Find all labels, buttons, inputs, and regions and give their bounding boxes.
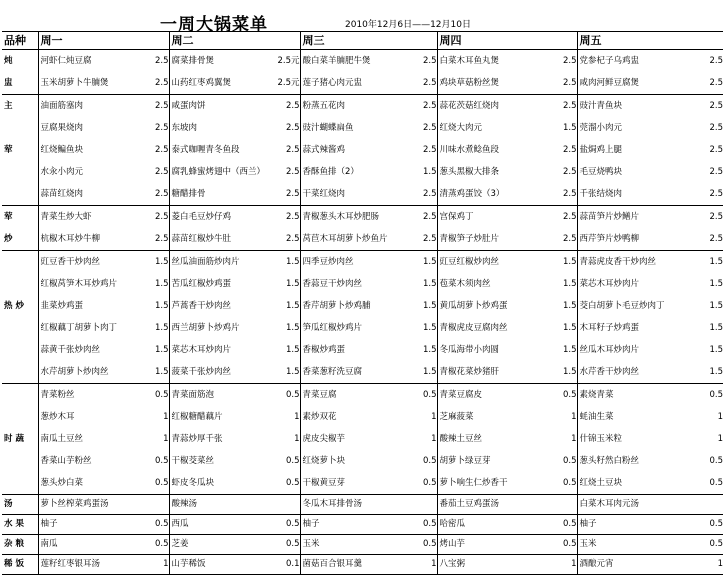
category-label (2, 406, 38, 428)
dish-price: 0.5 (411, 515, 437, 535)
dish-name: 芦蒿香干炒肉丝 (169, 295, 273, 317)
dish-price: 2.5 (696, 206, 723, 229)
dish-price: 1.5 (422, 300, 437, 311)
dish-name: 南瓜土豆丝 (38, 428, 142, 450)
dish-name: 苦瓜红椒炒鸡蛋 (169, 273, 273, 295)
category-label (2, 251, 38, 274)
dish-price: 2.5 (422, 188, 437, 199)
dish-name: 毛豆烧鸭块 (577, 161, 696, 183)
dish-price: 1.5 (285, 278, 300, 289)
menu-table (2, 31, 723, 575)
dish-name: 青椒花菜炒猪肝 (437, 361, 550, 384)
dish-name: 山芋稀饭 (169, 555, 273, 575)
menu-row (2, 72, 723, 95)
dish-name: 酸辣土豆丝 (437, 428, 550, 450)
dish-name: 红椒糖醋藕片 (169, 406, 273, 428)
dish-price: 2.5 (709, 233, 723, 244)
menu-row (2, 251, 723, 274)
dish-name: 干椒茭菜丝 (169, 450, 273, 472)
dish-name: 冬瓜海带小肉圆 (437, 339, 550, 361)
date-range: 2010年12月6日——12月10日 (345, 20, 471, 30)
dish-name: 芝姜 (169, 535, 273, 555)
dish-name: 蒜苗笋片炒鳝片 (577, 206, 696, 229)
dish-price: 1.5 (422, 166, 437, 177)
dish-name: 哈密瓜 (437, 515, 550, 535)
menu-row (2, 50, 723, 73)
dish-name: 韭菜炒鸡蛋 (38, 295, 142, 317)
dish-price: 0.5 (550, 515, 577, 535)
dish-price: 1 (550, 555, 577, 575)
dish-name: 蒜黄千张炒肉丝 (38, 339, 142, 361)
dish-price (273, 495, 300, 515)
dish-name: 蚝油生菜 (577, 406, 696, 428)
dish-price: 1.5 (422, 322, 437, 333)
dish-price: 1.5 (154, 300, 169, 311)
dish-price: 2.5元 (277, 55, 300, 66)
dish-price: 0.5 (550, 535, 577, 555)
dish-name: 葱头黑椒大排条 (437, 161, 550, 183)
dish-price: 0.5 (142, 515, 169, 535)
dish-name: 杭椒木耳炒牛柳 (38, 228, 142, 251)
menu-row (2, 139, 723, 161)
menu-row (2, 361, 723, 384)
dish-price: 1.5 (154, 366, 169, 377)
dish-price: 1 (717, 411, 723, 422)
dish-name: 红烧大肉元 (437, 117, 550, 139)
dish-name: 南瓜 (38, 535, 142, 555)
menu-row (2, 161, 723, 183)
dish-price: 0.5 (550, 384, 577, 407)
dish-name: 茭白胡萝卜毛豆炒肉丁 (577, 295, 696, 317)
dish-name: 胡萝卜绿豆芽 (437, 450, 550, 472)
dish-price: 0.5 (273, 535, 300, 555)
dish-price: 2.5 (709, 77, 723, 88)
dish-name: 菱白毛豆炒仔鸡 (169, 206, 273, 229)
dish-name: 莲子猪心肉元盅 (300, 72, 411, 95)
dish-name: 酸白菜羊腩肥牛煲 (300, 50, 411, 73)
category-label (2, 117, 38, 139)
dish-price: 1.5 (285, 300, 300, 311)
dish-name: 香蒜豆干炒肉丝 (300, 273, 411, 295)
dish-price: 0.5 (154, 455, 169, 466)
dish-name: 水芹香干炒肉丝 (577, 361, 696, 384)
dish-price: 1.5 (562, 122, 577, 133)
dish-name: 盐焗鸡上腿 (577, 139, 696, 161)
dish-name: 酒酿元宵 (577, 555, 696, 575)
dish-name: 西兰胡萝卜炒鸡片 (169, 317, 273, 339)
dish-price: 2.5 (154, 233, 169, 244)
header-category: 品种 (2, 32, 38, 50)
header-monday: 周一 (38, 32, 169, 50)
dish-price: 2.5 (709, 144, 723, 155)
dish-price: 1.5 (422, 278, 437, 289)
dish-name: 玉米胡萝卜牛腩煲 (38, 72, 142, 95)
dish-name: 干菜红烧肉 (300, 183, 411, 206)
category-label: 时 蔬 (2, 428, 38, 450)
dish-price: 1.5 (154, 344, 169, 355)
dish-price: 2.5 (422, 77, 437, 88)
dish-name: 清蒸鸡蛋饺（3） (437, 183, 550, 206)
dish-price: 2.5 (422, 144, 437, 155)
dish-price: 0.5 (285, 477, 300, 488)
dish-price: 1.5 (709, 300, 723, 311)
dish-price: 0.5 (562, 477, 577, 488)
header-wednesday: 周三 (300, 32, 437, 50)
menu-title: 一周大锅菜单 (160, 15, 268, 35)
category-label: 主 (2, 95, 38, 118)
dish-name: 莲籽红枣银耳汤 (38, 555, 142, 575)
dish-price: 1.5 (709, 344, 723, 355)
category-label: 荤 (2, 206, 38, 229)
dish-price: 2.5 (709, 166, 723, 177)
menu-row (2, 495, 723, 515)
dish-price: 1.5 (285, 366, 300, 377)
dish-price: 0.5 (696, 515, 723, 535)
dish-name: 菌菇百合银耳羹 (300, 555, 411, 575)
category-label: 水 果 (2, 515, 38, 535)
dish-name: 蒜花茨菇红烧肉 (437, 95, 550, 118)
dish-price: 2.5 (285, 144, 300, 155)
menu-row (2, 406, 723, 428)
dish-name: 酸辣汤 (169, 495, 273, 515)
dish-price: 1 (163, 433, 169, 444)
dish-name: 柚子 (300, 515, 411, 535)
menu-row (2, 317, 723, 339)
menu-row (2, 472, 723, 495)
dish-name: 红烧鳊鱼块 (38, 139, 142, 161)
dish-price (411, 495, 437, 515)
dish-price: 2.5 (422, 233, 437, 244)
menu-row (2, 384, 723, 407)
dish-name: 菜芯木耳炒肉片 (577, 273, 696, 295)
dish-price: 1.5 (422, 344, 437, 355)
dish-price: 1 (142, 555, 169, 575)
dish-price: 2.5 (154, 166, 169, 177)
dish-price: 2.5 (562, 166, 577, 177)
category-label: 荤 (2, 139, 38, 161)
dish-price: 2.5 (285, 188, 300, 199)
dish-name: 黄瓜胡萝卜炒鸡蛋 (437, 295, 550, 317)
dish-name: 干椒黄豆芽 (300, 472, 411, 495)
dish-name: 香菜葱籽洗豆腐 (300, 361, 411, 384)
dish-name: 豇豆红椒炒肉丝 (437, 251, 550, 274)
dish-price: 1.5 (285, 344, 300, 355)
dish-name: 丝瓜木耳炒肉片 (577, 339, 696, 361)
dish-price: 2.5 (285, 166, 300, 177)
category-label: 炖 (2, 50, 38, 73)
menu-row (2, 295, 723, 317)
dish-price: 2.5 (285, 233, 300, 244)
dish-name: 蒜苗红烧肉 (38, 183, 142, 206)
dish-price: 2.5 (285, 122, 300, 133)
dish-name: 莴苣木耳胡萝卜炒鱼片 (300, 228, 411, 251)
dish-price: 1.5 (154, 278, 169, 289)
dish-name: 柚子 (38, 515, 142, 535)
dish-price: 0.5 (285, 455, 300, 466)
dish-name: 腐菜排骨煲 (169, 50, 273, 73)
dish-name: 川味水煮鲶鱼段 (437, 139, 550, 161)
dish-name: 木耳籽子炒鸡蛋 (577, 317, 696, 339)
category-label (2, 161, 38, 183)
dish-price: 1.5 (142, 251, 169, 274)
dish-name: 苞菜木须肉丝 (437, 273, 550, 295)
dish-price: 1.5 (285, 322, 300, 333)
dish-name: 八宝粥 (437, 555, 550, 575)
dish-price: 2.5 (550, 206, 577, 229)
header-row (2, 32, 723, 50)
dish-price: 0.5 (696, 535, 723, 555)
dish-name: 虾皮冬瓜块 (169, 472, 273, 495)
dish-name: 鸡块草菇粉丝煲 (437, 72, 550, 95)
dish-price: 1.5 (154, 322, 169, 333)
category-label (2, 472, 38, 495)
dish-price: 1 (696, 555, 723, 575)
dish-price: 0.5 (562, 455, 577, 466)
dish-name: 莞溜小肉元 (577, 117, 696, 139)
dish-name: 素烧青菜 (577, 384, 696, 407)
dish-name: 青蒜炒厚千张 (169, 428, 273, 450)
dish-price: 0.5 (411, 384, 437, 407)
dish-name: 腐乳蜂蜜烤翅中（西兰） (169, 161, 273, 183)
dish-name: 糖醋排骨 (169, 183, 273, 206)
menu-row (2, 428, 723, 450)
dish-name: 玉米 (577, 535, 696, 555)
category-label (2, 273, 38, 295)
dish-name: 什锦玉米粒 (577, 428, 696, 450)
category-label (2, 361, 38, 384)
dish-name: 冬瓜木耳排骨汤 (300, 495, 411, 515)
dish-price: 1 (571, 411, 577, 422)
dish-name: 番茄土豆鸡蛋汤 (437, 495, 550, 515)
dish-price: 0.5 (142, 384, 169, 407)
dish-price: 2.5 (411, 206, 437, 229)
header-tuesday: 周二 (169, 32, 300, 50)
dish-price: 1.5 (562, 322, 577, 333)
dish-name: 咸肉河鲜豆腐煲 (577, 72, 696, 95)
dish-price: 2.5 (709, 188, 723, 199)
dish-name: 青椒葱头木耳炒肥肠 (300, 206, 411, 229)
dish-price: 1 (411, 555, 437, 575)
dish-name: 丝瓜油面筋炒肉片 (169, 251, 273, 274)
dish-price: 1.5 (562, 344, 577, 355)
dish-name: 玉米 (300, 535, 411, 555)
dish-price: 0.5 (422, 477, 437, 488)
dish-price: 1.5 (709, 278, 723, 289)
dish-name: 萝卜丝榨菜鸡蛋汤 (38, 495, 142, 515)
dish-name: 西瓜 (169, 515, 273, 535)
dish-price: 2.5 (273, 206, 300, 229)
menu-row (2, 117, 723, 139)
dish-price: 0.5 (709, 477, 723, 488)
dish-price: 2.5 (562, 144, 577, 155)
category-label (2, 384, 38, 407)
dish-name: 青菜面筋泡 (169, 384, 273, 407)
category-label (2, 339, 38, 361)
dish-price: 2.5 (154, 77, 169, 88)
dish-price: 1.5 (562, 366, 577, 377)
category-label (2, 317, 38, 339)
category-label: 盅 (2, 72, 38, 95)
header-friday: 周五 (577, 32, 723, 50)
dish-price: 2.5元 (277, 77, 300, 88)
dish-name: 红烧萝卜块 (300, 450, 411, 472)
dish-price: 1.5 (562, 278, 577, 289)
dish-name: 葱炒木耳 (38, 406, 142, 428)
dish-name: 香酥鱼排（2） (300, 161, 411, 183)
dish-price: 1.5 (696, 251, 723, 274)
dish-price: 2.5 (709, 122, 723, 133)
category-label: 炒 (2, 228, 38, 251)
dish-price: 0.5 (273, 384, 300, 407)
dish-name: 虎皮尖椒芋 (300, 428, 411, 450)
dish-name: 菜芯木耳炒肉片 (169, 339, 273, 361)
dish-name: 葱头炒白菜 (38, 472, 142, 495)
dish-price: 1 (294, 411, 300, 422)
category-label: 热 炒 (2, 295, 38, 317)
dish-price: 1.5 (550, 251, 577, 274)
category-label: 稀 饭 (2, 555, 38, 575)
dish-name: 豉汁蝴蝶扁鱼 (300, 117, 411, 139)
dish-price: 1.5 (709, 322, 723, 333)
dish-price: 0.5 (142, 535, 169, 555)
dish-price: 1 (163, 411, 169, 422)
dish-name: 香菜山芋粉丝 (38, 450, 142, 472)
dish-name: 水汆小肉元 (38, 161, 142, 183)
dish-price: 2.5 (562, 55, 577, 66)
dish-price: 2.5 (273, 95, 300, 118)
dish-name: 素炒双花 (300, 406, 411, 428)
dish-price: 2.5 (696, 95, 723, 118)
dish-name: 水芹胡萝卜炒肉丝 (38, 361, 142, 384)
dish-name: 四季豆炒肉丝 (300, 251, 411, 274)
dish-name: 青椒笋子炒肚片 (437, 228, 550, 251)
dish-name: 粉蒸五花肉 (300, 95, 411, 118)
dish-name: 西芹笋片炒鸭柳 (577, 228, 696, 251)
dish-price: 2.5 (154, 188, 169, 199)
dish-name: 泰式咖喱青冬鱼段 (169, 139, 273, 161)
dish-name: 宫保鸡丁 (437, 206, 550, 229)
dish-name: 豆腐果烧肉 (38, 117, 142, 139)
dish-name: 烤山芋 (437, 535, 550, 555)
dish-price: 1.5 (411, 251, 437, 274)
dish-price: 0.5 (411, 535, 437, 555)
dish-name: 葱头籽然白粉丝 (577, 450, 696, 472)
category-label: 汤 (2, 495, 38, 515)
dish-name: 咸蛋肉饼 (169, 95, 273, 118)
dish-price (550, 495, 577, 515)
dish-price: 1.5 (709, 366, 723, 377)
dish-price: 2.5 (154, 122, 169, 133)
dish-price: 0.1 (273, 555, 300, 575)
dish-price: 2.5 (142, 206, 169, 229)
dish-name: 青菜豆腐 (300, 384, 411, 407)
dish-price: 0.5 (273, 515, 300, 535)
menu-row (2, 555, 723, 575)
menu-row (2, 339, 723, 361)
menu-row (2, 183, 723, 206)
dish-name: 千张结烧肉 (577, 183, 696, 206)
dish-price (696, 495, 723, 515)
dish-price: 1 (431, 411, 437, 422)
category-label (2, 183, 38, 206)
dish-price: 2.5 (154, 144, 169, 155)
dish-price: 1.5 (562, 300, 577, 311)
dish-name: 党参杞子乌鸡盅 (577, 50, 696, 73)
dish-name: 青菜豆腐皮 (437, 384, 550, 407)
dish-price: 2.5 (709, 55, 723, 66)
dish-price (142, 495, 169, 515)
dish-price: 1.5 (273, 251, 300, 274)
dish-name: 蒜式辣酱鸡 (300, 139, 411, 161)
menu-row (2, 95, 723, 118)
dish-price: 2.5 (411, 95, 437, 118)
dish-name: 菠菜千张炒肉丝 (169, 361, 273, 384)
menu-row (2, 515, 723, 535)
dish-price: 2.5 (562, 77, 577, 88)
dish-name: 红椒莴笋木耳炒鸡片 (38, 273, 142, 295)
menu-row (2, 206, 723, 229)
dish-name: 油面筋塞肉 (38, 95, 142, 118)
dish-price: 2.5 (142, 95, 169, 118)
dish-name: 萝卜响生仁炒香干 (437, 472, 550, 495)
dish-price: 1 (431, 433, 437, 444)
dish-price: 2.5 (422, 55, 437, 66)
dish-name: 青菜粉丝 (38, 384, 142, 407)
dish-name: 香椒炒鸡蛋 (300, 339, 411, 361)
dish-name: 芝麻菠菜 (437, 406, 550, 428)
dish-price: 1.5 (422, 366, 437, 377)
dish-price: 2.5 (550, 95, 577, 118)
dish-price: 0.5 (422, 455, 437, 466)
dish-name: 豉汁青鱼块 (577, 95, 696, 118)
dish-price: 1 (571, 433, 577, 444)
dish-name: 青椒虎皮豆腐肉丝 (437, 317, 550, 339)
header-thursday: 周四 (437, 32, 577, 50)
dish-name: 柚子 (577, 515, 696, 535)
dish-price: 2.5 (154, 55, 169, 66)
dish-price: 2.5 (422, 122, 437, 133)
menu-row (2, 228, 723, 251)
dish-price: 1 (717, 433, 723, 444)
dish-name: 香芹胡萝卜炒鸡脯 (300, 295, 411, 317)
dish-name: 河虾仁炖豆腐 (38, 50, 142, 73)
dish-name: 蒜苗红椒炒牛肚 (169, 228, 273, 251)
dish-name: 白菜木耳鱼丸煲 (437, 50, 550, 73)
dish-name: 青蒜虎皮香干炒肉丝 (577, 251, 696, 274)
menu-row (2, 450, 723, 472)
dish-price: 2.5 (562, 233, 577, 244)
dish-name: 青菜生炒大虾 (38, 206, 142, 229)
dish-price: 2.5 (562, 188, 577, 199)
dish-name: 红烧土豆块 (577, 472, 696, 495)
dish-price: 0.5 (709, 455, 723, 466)
category-label (2, 450, 38, 472)
menu-row (2, 535, 723, 555)
dish-name: 豇豆香干炒肉丝 (38, 251, 142, 274)
menu-row (2, 273, 723, 295)
category-label: 杂 粮 (2, 535, 38, 555)
dish-name: 笋瓜红椒炒鸡片 (300, 317, 411, 339)
dish-price: 0.5 (696, 384, 723, 407)
dish-name: 山药红枣鸡翼煲 (169, 72, 273, 95)
dish-price: 1 (294, 433, 300, 444)
dish-name: 红椒藕丁胡萝卜肉丁 (38, 317, 142, 339)
dish-name: 白菜木耳肉元汤 (577, 495, 696, 515)
dish-name: 东坡肉 (169, 117, 273, 139)
dish-price: 0.5 (154, 477, 169, 488)
